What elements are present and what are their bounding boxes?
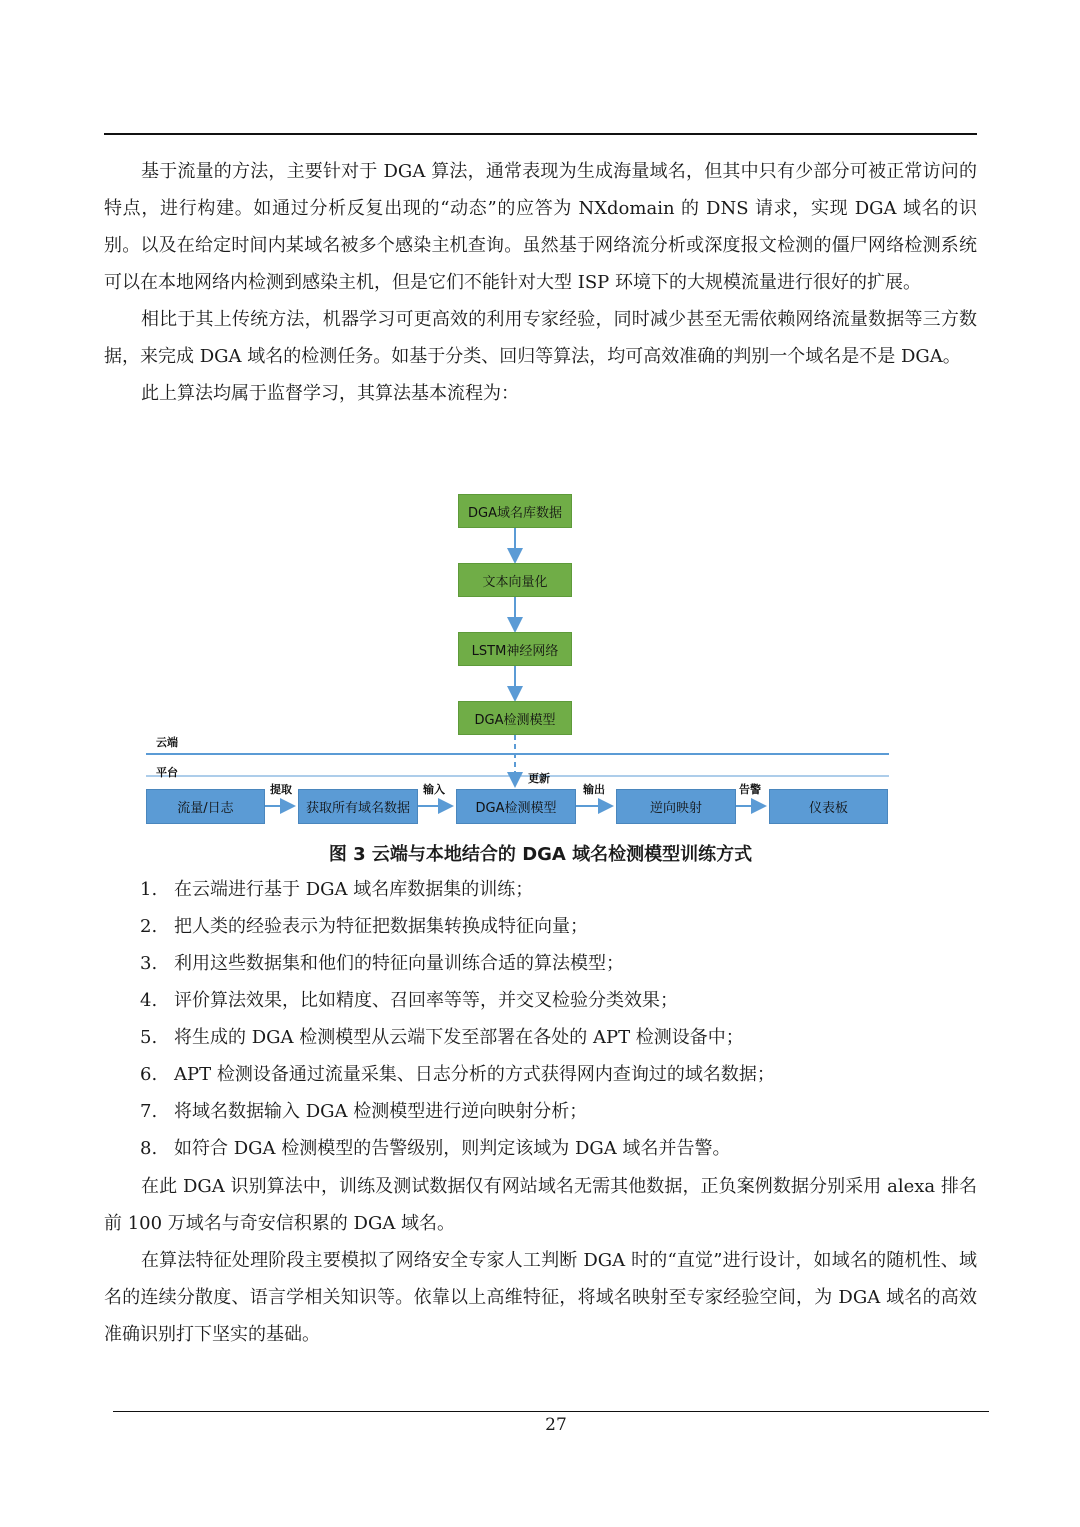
node-local-model: DGA检测模型 bbox=[456, 789, 576, 824]
list-number: 7. bbox=[140, 1101, 158, 1122]
list-number: 5. bbox=[140, 1027, 158, 1048]
list-item bbox=[104, 871, 977, 908]
update-label: 更新 bbox=[528, 772, 550, 785]
steps-list bbox=[104, 871, 977, 1167]
list-number: 1. bbox=[140, 879, 158, 900]
conclusion-section bbox=[104, 1168, 977, 1353]
list-item bbox=[104, 1093, 977, 1130]
edge-label-extract: 提取 bbox=[270, 783, 292, 796]
node-traffic-log: 流量/日志 bbox=[146, 789, 265, 824]
node-get-domains: 获取所有域名数据 bbox=[298, 789, 418, 824]
paragraph: 在此 DGA 识别算法中，训练及测试数据仅有网站域名无需其他数据，正负案例数据分别采用 alexa 排名前 100 万域名与奇安信积累的 DGA 域名。 bbox=[104, 1176, 977, 1234]
list-text: 评价算法效果，比如精度、召回率等等，并交叉检验分类效果； bbox=[174, 990, 678, 1011]
list-item bbox=[104, 982, 977, 1019]
list-item bbox=[104, 908, 977, 945]
node-text-vectorize: 文本向量化 bbox=[458, 563, 572, 597]
list-text: 如符合 DGA 检测模型的告警级别，则判定该域为 DGA 域名并告警。 bbox=[174, 1138, 731, 1159]
edge-label-alert: 告警 bbox=[739, 783, 761, 796]
list-text: 利用这些数据集和他们的特征向量训练合适的算法模型； bbox=[174, 953, 624, 974]
list-text: 将生成的 DGA 检测模型从云端下发至部署在各处的 APT 检测设备中； bbox=[174, 1027, 744, 1048]
node-cloud-model: DGA检测模型 bbox=[458, 701, 572, 735]
edge-label-output: 输出 bbox=[583, 783, 605, 796]
edge-label-input: 输入 bbox=[423, 783, 445, 796]
list-number: 4. bbox=[140, 990, 158, 1011]
page-number: 27 bbox=[545, 1415, 567, 1435]
list-number: 3. bbox=[140, 953, 158, 974]
node-dashboard: 仪表板 bbox=[769, 789, 888, 824]
node-lstm: LSTM神经网络 bbox=[458, 632, 572, 666]
list-item bbox=[104, 1056, 977, 1093]
footer-rule bbox=[113, 1411, 989, 1412]
list-item bbox=[104, 1019, 977, 1056]
paragraph: 基于流量的方法，主要针对于 DGA 算法，通常表现为生成海量域名，但其中只有少部分可被正常访问的特点，进行构建。如通过分析反复出现的“动态”的应答为 NXdomain 的 DNS 请求，实现 DGA 域名的识别。以及在给定时间内某域名被多个感染主机查询。虽然基于网络流分析或深度报文检测的僵尸网络检测系统可以在本地网络内检测到感染主机，但是它们不能针对大型 ISP 环境下的大规模流量进行很好的扩展。 bbox=[104, 161, 977, 293]
cloud-label: 云端 bbox=[156, 736, 178, 749]
intro-section bbox=[104, 153, 977, 412]
list-item bbox=[104, 1130, 977, 1167]
list-number: 2. bbox=[140, 916, 158, 937]
figure-caption: 图 3 云端与本地结合的 DGA 域名检测模型训练方式 bbox=[328, 844, 753, 865]
list-number: 8. bbox=[140, 1138, 158, 1159]
list-text: APT 检测设备通过流量采集、日志分析的方式获得网内查询过的域名数据； bbox=[174, 1064, 775, 1085]
list-text: 将域名数据输入 DGA 检测模型进行逆向映射分析； bbox=[174, 1101, 588, 1122]
paragraph: 在算法特征处理阶段主要模拟了网络安全专家人工判断 DGA 时的“直觉”进行设计，如域名的随机性、域名的连续分散度、语言学相关知识等。依靠以上高维特征，将域名映射至专家经验空间，为 DGA 域名的高效准确识别打下坚实的基础。 bbox=[104, 1250, 977, 1345]
list-item bbox=[104, 945, 977, 982]
node-reverse-mapping: 逆向映射 bbox=[616, 789, 736, 824]
header-rule bbox=[104, 133, 977, 135]
platform-label: 平台 bbox=[156, 766, 178, 779]
node-dga-dataset: DGA域名库数据 bbox=[458, 494, 572, 528]
list-text: 把人类的经验表示为特征把数据集转换成特征向量； bbox=[174, 916, 588, 937]
paragraph: 相比于其上传统方法，机器学习可更高效的利用专家经验，同时减少甚至无需依赖网络流量数据等三方数据，来完成 DGA 域名的检测任务。如基于分类、回归等算法，均可高效准确的判别一个域名是不是 DGA。 bbox=[104, 309, 977, 367]
list-number: 6. bbox=[140, 1064, 158, 1085]
list-text: 在云端进行基于 DGA 域名库数据集的训练； bbox=[174, 879, 534, 900]
paragraph: 此上算法均属于监督学习，其算法基本流程为： bbox=[141, 383, 519, 404]
